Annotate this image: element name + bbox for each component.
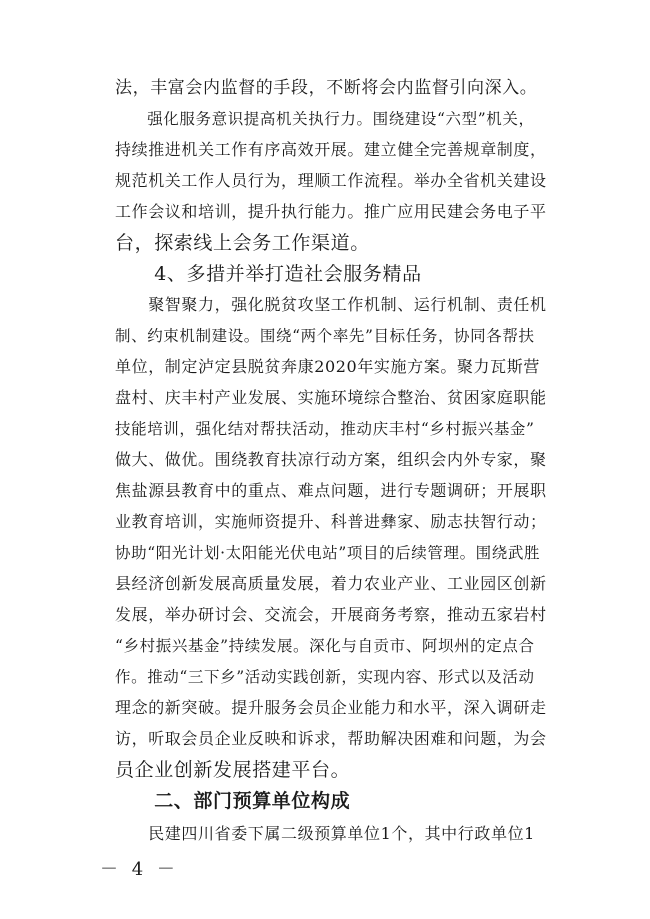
text-line-23: 员企业创新发展搭建平台。 (115, 759, 351, 781)
section-heading-2: 二、部门预算单位构成 (115, 790, 351, 812)
text-line-17: 县经济创新发展高质量发展，着力农业产业、工业园区创新 (115, 574, 547, 593)
text-line-21: 理念的新突破。提升服务会员企业能力和水平，深入调研走 (115, 698, 547, 717)
text-line-3: 持续推进机关工作有序高效开展。建立健全完善规章制度， (115, 140, 547, 159)
text-line-9: 制、约束机制建设。围绕“两个率先”目标任务，协同各帮扶 (115, 327, 535, 345)
text-line-2: 强化服务意识提高机关执行力。围绕建设“六型”机关， (115, 110, 535, 128)
text-line-16: 协助“阳光计划·太阳能光伏电站”项目的后续管理。围绕武胜 (115, 544, 541, 562)
text-line-13: 做大、做优。围绕教育扶凉行动方案，组织会内外专家，聚 (115, 450, 547, 469)
text-line-15: 业教育培训，实施师资提升、科普进彝家、励志扶智行动； (115, 512, 547, 531)
text-line-5: 工作会议和培训，提升执行能力。推广应用民建会务电子平 (115, 202, 547, 221)
text-line-18: 发展，举办研讨会、交流会，开展商务考察，推动五家岩村 (115, 605, 547, 624)
page-number: － 4 － (100, 859, 179, 880)
text-line-25: 民建四川省委下属二级预算单位1个，其中行政单位1 (115, 824, 535, 843)
text-line-4: 规范机关工作人员行为，理顺工作流程。举办全省机关建设 (115, 171, 547, 190)
text-line-22: 访，听取会员企业反映和诉求，帮助解决困难和问题，为会 (115, 729, 547, 748)
text-line-20: 作。推动“三下乡”活动实践创新，实现内容、形式以及活动 (115, 668, 535, 686)
text-line-14: 焦盐源县教育中的重点、难点问题，进行专题调研；开展职 (115, 481, 547, 500)
text-line-10: 单位，制定泸定县脱贫奔康2020年实施方案。聚力瓦斯营 (115, 357, 540, 376)
text-line-6: 台，探索线上会务工作渠道。 (115, 232, 370, 254)
text-line-11: 盘村、庆丰村产业发展、实施环境综合整治、贫困家庭职能 (115, 388, 547, 407)
text-line-19: “乡村振兴基金”持续发展。深化与自贡市、阿坝州的定点合 (115, 637, 535, 655)
section-heading-4: 4、多措并举打造社会服务精品 (115, 263, 422, 285)
text-line-8: 聚智聚力，强化脱贫攻坚工作机制、运行机制、责任机 (115, 295, 547, 314)
text-line-12: 技能培训，强化结对帮扶活动，推动庆丰村“乡村振兴基金” (115, 420, 535, 438)
text-line-1: 法，丰富会内监督的手段，不断将会内监督引向深入。 (115, 78, 538, 98)
